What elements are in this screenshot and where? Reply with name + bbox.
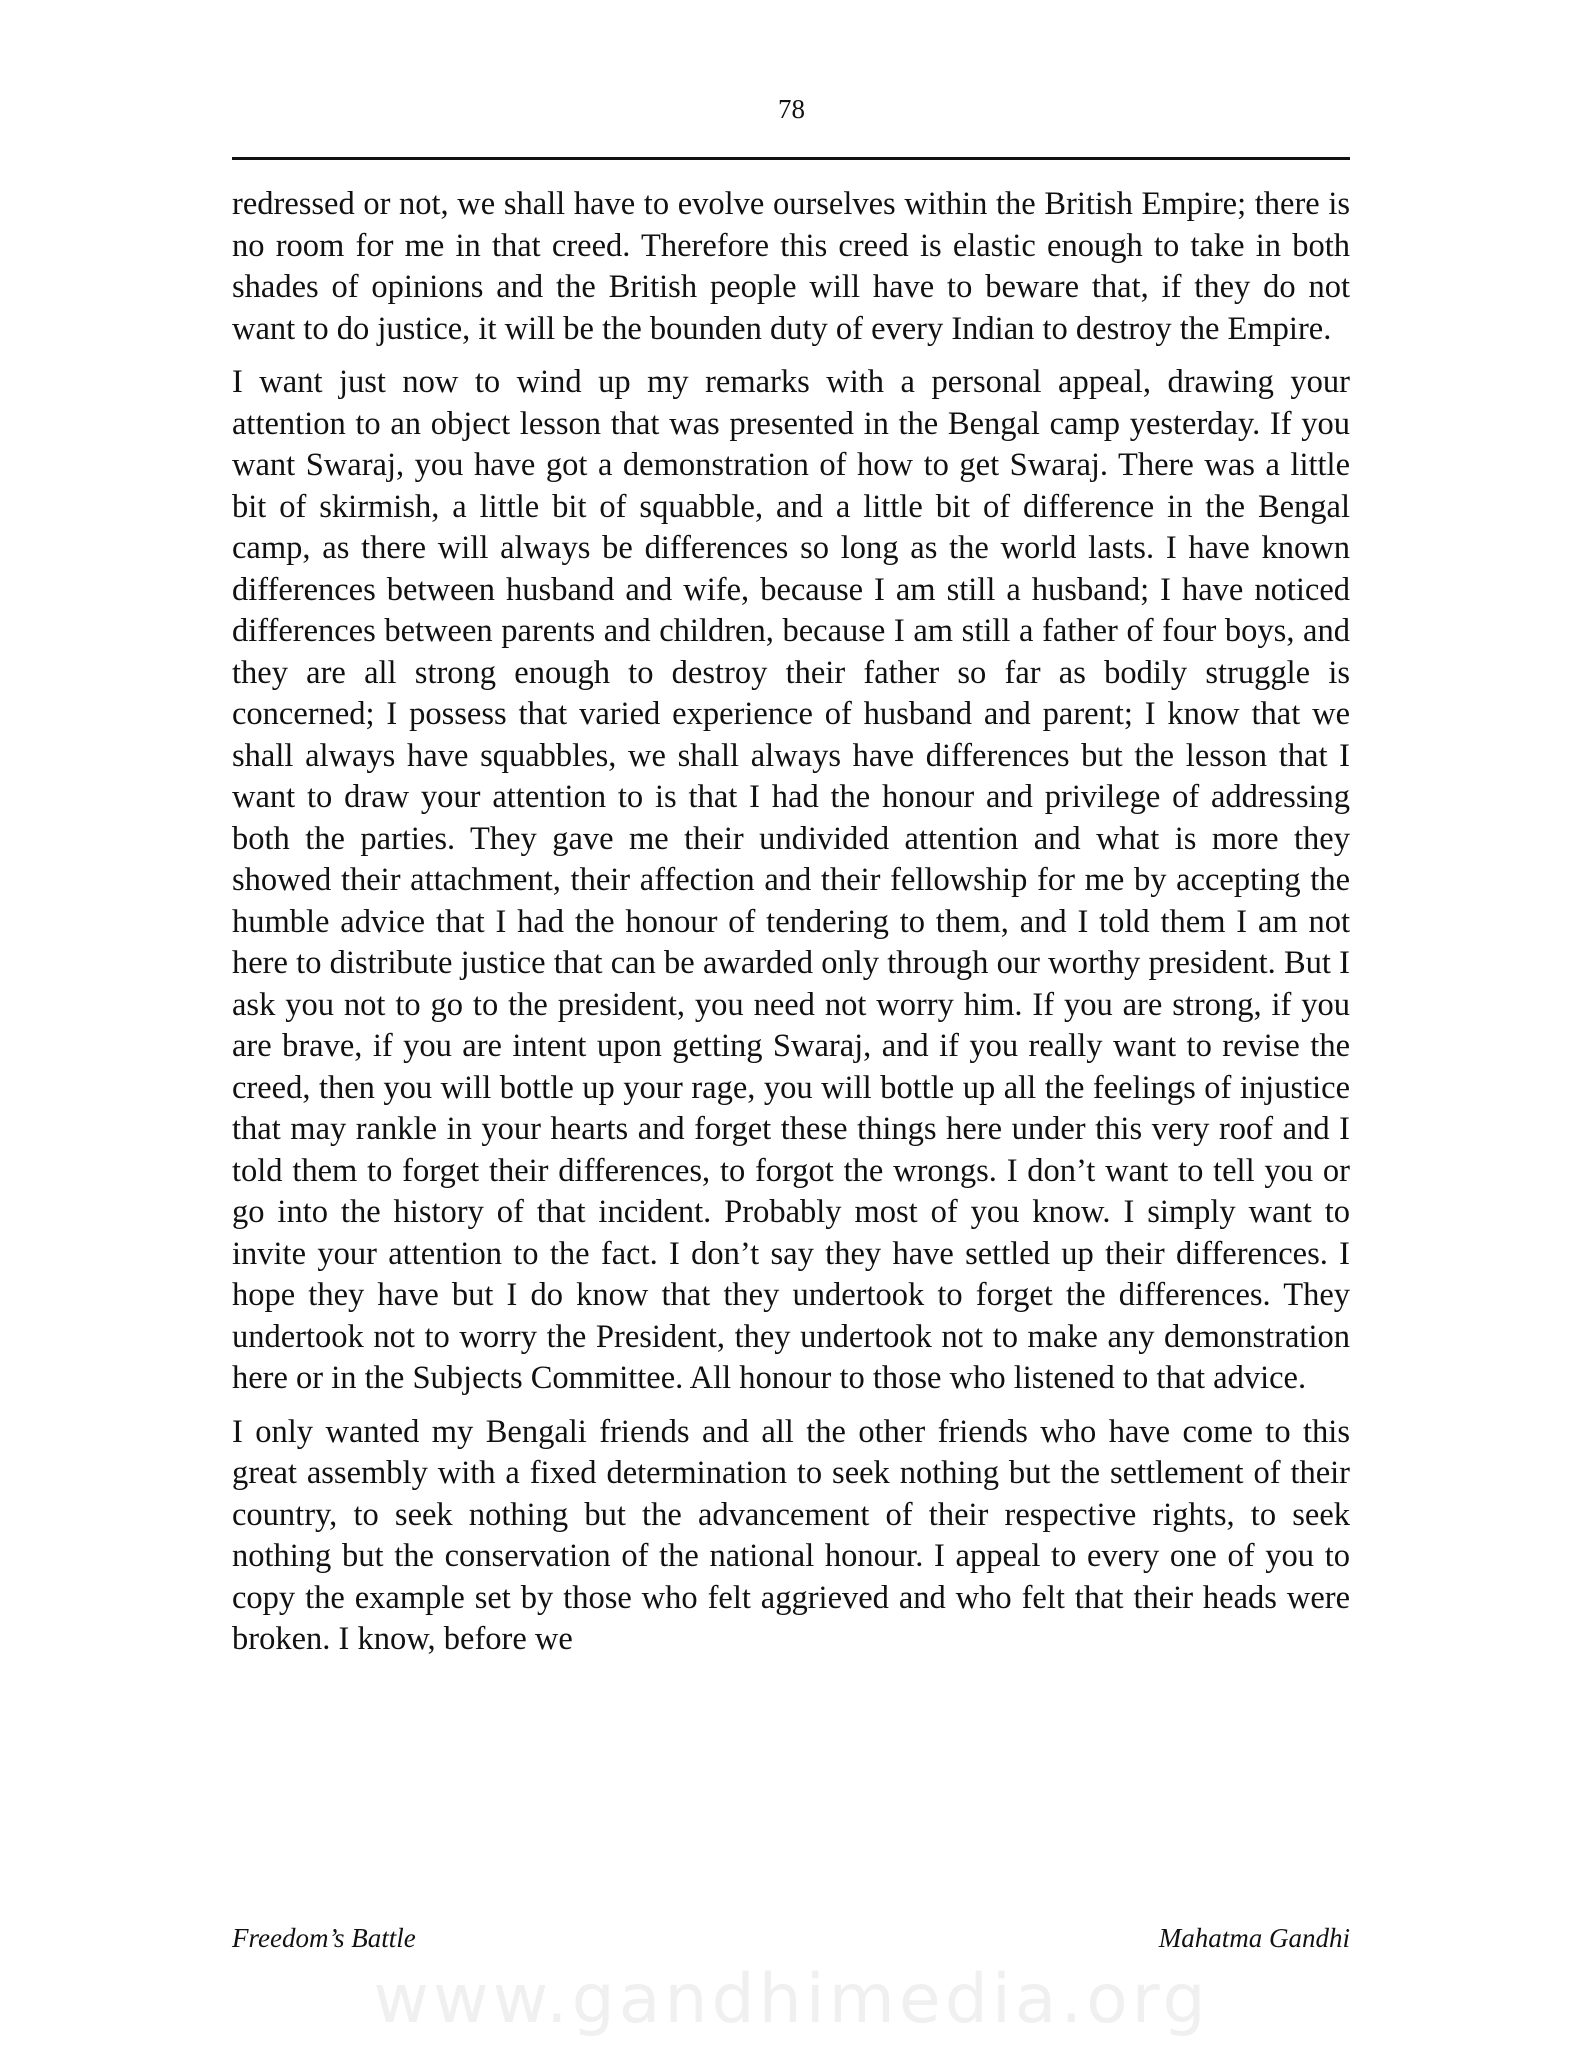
header-rule [232, 157, 1350, 160]
footer-author: Mahatma Gandhi [1158, 1923, 1350, 1953]
watermark: www.gandhimedia.org [373, 1960, 1210, 2039]
paragraph-2: I want just now to wind up my remarks with a personal appeal, drawing your attention to an object lesson that was presented in the Bengal camp yesterday. If you want Swaraj, you have got a demonstration of how to get Swaraj. There was a little bit of skirmish, a little bit of squabble, and a little bit of difference in the Bengal camp, as there will always be differences so long as the world lasts. I have known differences between husband and wife, because I am still a husband; I have noticed differences between parents and children, because I am still a father of four boys, and they are all strong enough to destroy their father so far as bodily struggle is concerned; I possess that varied experience of husband and parent; I know that we shall always have squabbles, we shall always have differences but the lesson that I want to draw your attention to is that I had the honour and privilege of addressing both the parties. They gave me their undivided attention and what is more they showed their attachment, their affection and their fellowship for me by accepting the humble advice that I had the honour of tendering to them, and I told them I am not here to distribute justice that can be awarded only through our worthy president. But I ask you not to go to the president, you need not worry him. If you are strong, if you are brave, if you are intent upon getting Swaraj, and if you really want to revise the creed, then you will bottle up your rage, you will bottle up all the feelings of injustice that may rankle in your hearts and forget these things here under this very roof and I told them to forget their differences, to forgot the wrongs. I don’t want to tell you or go into the history of that incident. Probably most of you know. I simply want to invite your attention to the fact. I don’t say they have settled up their differences. I hope they have but I do know that they undertook to forget the differences. They undertook not to worry the President, they undertook not to make any demonstration here or in the Subjects Committee. All honour to those who listened to that advice. [232, 364, 1350, 1396]
page-number: 78 [778, 94, 805, 124]
paragraph-3: I only wanted my Bengali friends and all the other friends who have come to this great assembly with a fixed determination to seek nothing but the settlement of their country, to seek nothing but the advancement of their respective rights, to seek nothing but the conservation of the national honour. I appeal to every one of you to copy the example set by those who felt aggrieved and who felt that their heads were broken. I know, before we [232, 1413, 1350, 1657]
body-text [232, 184, 1350, 1673]
paragraph-1: redressed or not, we shall have to evolve ourselves within the British Empire; there is no room for me in that creed. Therefore this creed is elastic enough to take in both shades of opinions and the British people will have to beware that, if they do not want to do justice, it will be the bounden duty of every Indian to destroy the Empire. [232, 186, 1350, 347]
footer-book-title: Freedom’s Battle [232, 1923, 416, 1953]
